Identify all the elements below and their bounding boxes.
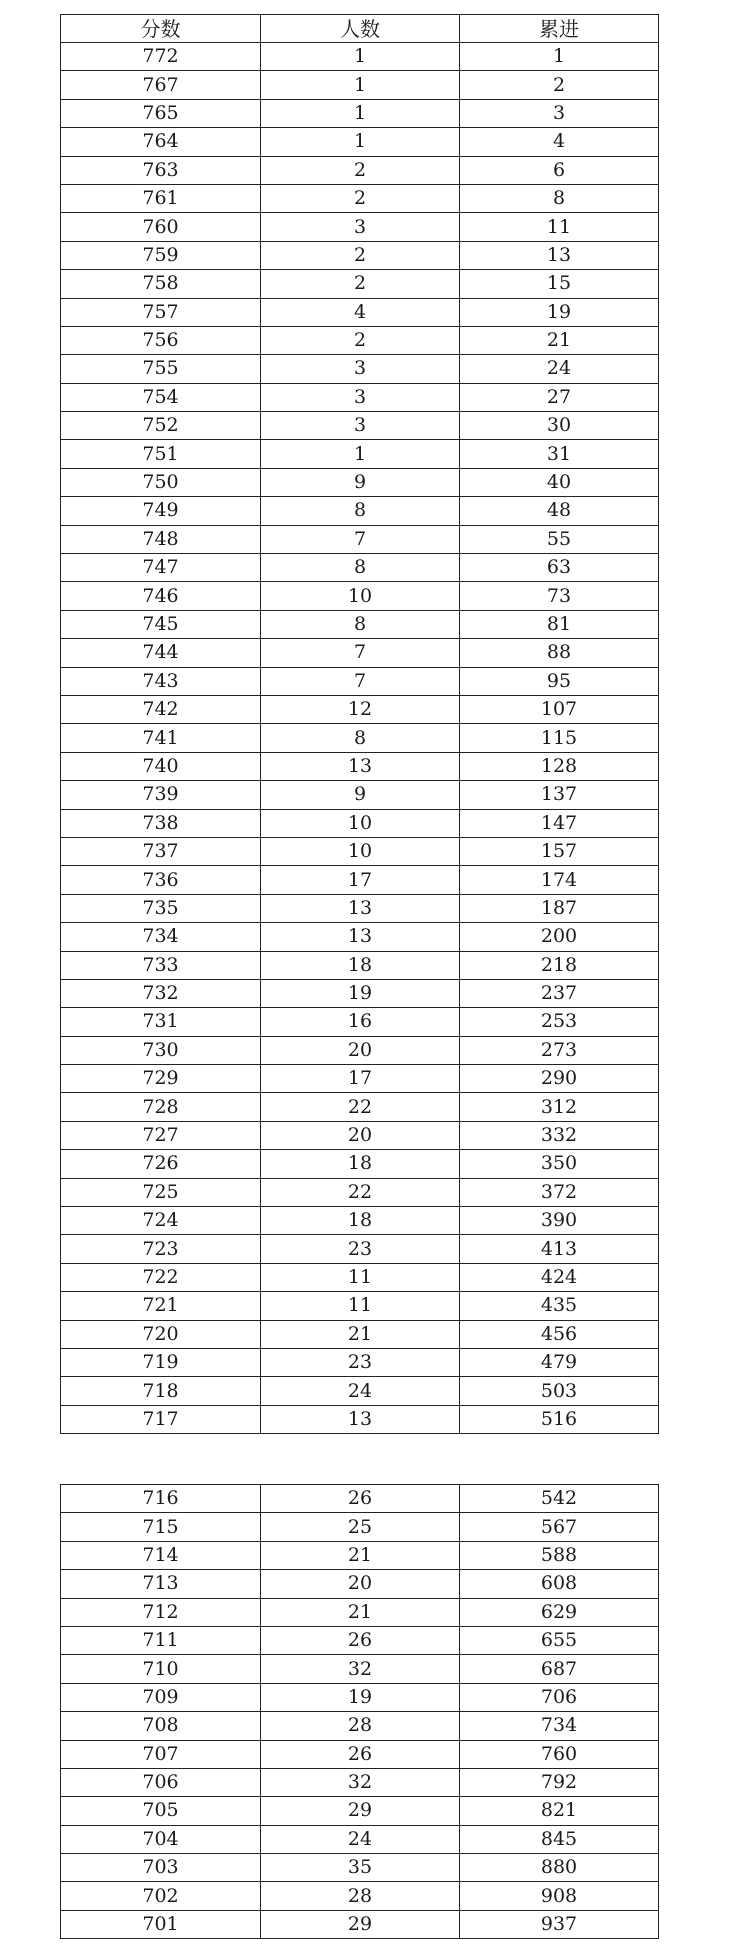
cumulative-cell: 8 xyxy=(460,184,659,212)
count-cell: 2 xyxy=(261,156,460,184)
count-cell: 21 xyxy=(261,1541,460,1569)
table-row xyxy=(61,1178,659,1206)
score-cell: 722 xyxy=(61,1263,261,1291)
cumulative-cell: 147 xyxy=(460,809,659,837)
score-cell: 767 xyxy=(61,71,261,99)
score-cell: 735 xyxy=(61,894,261,922)
table-row xyxy=(61,809,659,837)
cumulative-cell: 157 xyxy=(460,837,659,865)
count-cell: 4 xyxy=(261,298,460,326)
table-row xyxy=(61,1513,659,1541)
cumulative-cell: 73 xyxy=(460,582,659,610)
score-cell: 705 xyxy=(61,1797,261,1825)
count-cell: 22 xyxy=(261,1093,460,1121)
score-cell: 745 xyxy=(61,610,261,638)
count-cell: 29 xyxy=(261,1910,460,1938)
table-row xyxy=(61,866,659,894)
score-cell: 731 xyxy=(61,1008,261,1036)
count-cell: 18 xyxy=(261,1207,460,1235)
cumulative-cell: 27 xyxy=(460,383,659,411)
score-cell: 702 xyxy=(61,1882,261,1910)
table-row xyxy=(61,1093,659,1121)
count-cell: 32 xyxy=(261,1655,460,1683)
cumulative-cell: 55 xyxy=(460,525,659,553)
cumulative-cell: 372 xyxy=(460,1178,659,1206)
table-row xyxy=(61,1712,659,1740)
cumulative-cell: 760 xyxy=(460,1740,659,1768)
cumulative-cell: 1 xyxy=(460,43,659,71)
count-cell: 1 xyxy=(261,99,460,127)
count-cell: 2 xyxy=(261,270,460,298)
table-row xyxy=(61,241,659,269)
count-cell: 8 xyxy=(261,497,460,525)
cumulative-cell: 63 xyxy=(460,554,659,582)
cumulative-cell: 350 xyxy=(460,1150,659,1178)
lower-table-body xyxy=(61,1485,659,1939)
cumulative-cell: 30 xyxy=(460,412,659,440)
table-row xyxy=(61,1825,659,1853)
table-row xyxy=(61,1541,659,1569)
table-row xyxy=(61,298,659,326)
cumulative-cell: 290 xyxy=(460,1065,659,1093)
score-cell: 757 xyxy=(61,298,261,326)
count-cell: 1 xyxy=(261,128,460,156)
count-cell: 16 xyxy=(261,1008,460,1036)
cumulative-cell: 48 xyxy=(460,497,659,525)
table-row xyxy=(61,1405,659,1433)
header-score: 分数 xyxy=(61,15,261,43)
cumulative-cell: 332 xyxy=(460,1121,659,1149)
score-cell: 746 xyxy=(61,582,261,610)
table-row xyxy=(61,1235,659,1263)
count-cell: 8 xyxy=(261,554,460,582)
cumulative-cell: 237 xyxy=(460,979,659,1007)
score-cell: 726 xyxy=(61,1150,261,1178)
count-cell: 2 xyxy=(261,241,460,269)
table-row xyxy=(61,1008,659,1036)
score-table-upper xyxy=(60,14,659,1434)
cumulative-cell: 845 xyxy=(460,1825,659,1853)
cumulative-cell: 13 xyxy=(460,241,659,269)
score-cell: 708 xyxy=(61,1712,261,1740)
score-cell: 730 xyxy=(61,1036,261,1064)
count-cell: 24 xyxy=(261,1377,460,1405)
cumulative-cell: 516 xyxy=(460,1405,659,1433)
cumulative-cell: 424 xyxy=(460,1263,659,1291)
cumulative-cell: 6 xyxy=(460,156,659,184)
score-cell: 719 xyxy=(61,1348,261,1376)
score-cell: 748 xyxy=(61,525,261,553)
count-cell: 32 xyxy=(261,1768,460,1796)
count-cell: 21 xyxy=(261,1320,460,1348)
cumulative-cell: 95 xyxy=(460,667,659,695)
count-cell: 7 xyxy=(261,667,460,695)
count-cell: 28 xyxy=(261,1712,460,1740)
upper-table-body xyxy=(61,43,659,1434)
table-row xyxy=(61,1207,659,1235)
score-cell: 752 xyxy=(61,412,261,440)
score-cell: 739 xyxy=(61,781,261,809)
score-cell: 724 xyxy=(61,1207,261,1235)
score-cell: 704 xyxy=(61,1825,261,1853)
count-cell: 26 xyxy=(261,1626,460,1654)
count-cell: 2 xyxy=(261,184,460,212)
score-cell: 728 xyxy=(61,1093,261,1121)
score-cell: 772 xyxy=(61,43,261,71)
table-row xyxy=(61,1882,659,1910)
table-row xyxy=(61,724,659,752)
count-cell: 9 xyxy=(261,468,460,496)
table-row xyxy=(61,383,659,411)
cumulative-cell: 4 xyxy=(460,128,659,156)
cumulative-cell: 821 xyxy=(460,1797,659,1825)
count-cell: 18 xyxy=(261,951,460,979)
score-cell: 733 xyxy=(61,951,261,979)
score-cell: 754 xyxy=(61,383,261,411)
count-cell: 9 xyxy=(261,781,460,809)
score-cell: 711 xyxy=(61,1626,261,1654)
score-cell: 732 xyxy=(61,979,261,1007)
table-row xyxy=(61,894,659,922)
table-row xyxy=(61,1065,659,1093)
count-cell: 28 xyxy=(261,1882,460,1910)
count-cell: 12 xyxy=(261,695,460,723)
table-row xyxy=(61,326,659,354)
table-row xyxy=(61,156,659,184)
count-cell: 20 xyxy=(261,1121,460,1149)
score-cell: 740 xyxy=(61,752,261,780)
cumulative-cell: 503 xyxy=(460,1377,659,1405)
count-cell: 10 xyxy=(261,809,460,837)
table-row xyxy=(61,213,659,241)
cumulative-cell: 792 xyxy=(460,1768,659,1796)
table-row xyxy=(61,837,659,865)
cumulative-cell: 253 xyxy=(460,1008,659,1036)
count-cell: 1 xyxy=(261,43,460,71)
cumulative-cell: 88 xyxy=(460,639,659,667)
table-row xyxy=(61,554,659,582)
cumulative-cell: 456 xyxy=(460,1320,659,1348)
count-cell: 13 xyxy=(261,1405,460,1433)
count-cell: 1 xyxy=(261,440,460,468)
header-cumulative: 累进 xyxy=(460,15,659,43)
cumulative-cell: 174 xyxy=(460,866,659,894)
count-cell: 10 xyxy=(261,837,460,865)
table-row xyxy=(61,1768,659,1796)
count-cell: 17 xyxy=(261,866,460,894)
table-row xyxy=(61,1598,659,1626)
table-row xyxy=(61,497,659,525)
score-cell: 710 xyxy=(61,1655,261,1683)
table-row xyxy=(61,1683,659,1711)
table-row xyxy=(61,951,659,979)
cumulative-cell: 31 xyxy=(460,440,659,468)
score-cell: 761 xyxy=(61,184,261,212)
count-cell: 19 xyxy=(261,1683,460,1711)
count-cell: 11 xyxy=(261,1263,460,1291)
cumulative-cell: 390 xyxy=(460,1207,659,1235)
cumulative-cell: 655 xyxy=(460,1626,659,1654)
count-cell: 3 xyxy=(261,213,460,241)
score-cell: 759 xyxy=(61,241,261,269)
score-cell: 743 xyxy=(61,667,261,695)
count-cell: 7 xyxy=(261,639,460,667)
score-cell: 725 xyxy=(61,1178,261,1206)
table-row xyxy=(61,525,659,553)
count-cell: 10 xyxy=(261,582,460,610)
count-cell: 23 xyxy=(261,1235,460,1263)
table-row xyxy=(61,1626,659,1654)
score-cell: 764 xyxy=(61,128,261,156)
table-row xyxy=(61,1377,659,1405)
cumulative-cell: 128 xyxy=(460,752,659,780)
count-cell: 21 xyxy=(261,1598,460,1626)
table-row xyxy=(61,781,659,809)
score-cell: 712 xyxy=(61,1598,261,1626)
table-row xyxy=(61,1320,659,1348)
table-row xyxy=(61,695,659,723)
cumulative-cell: 687 xyxy=(460,1655,659,1683)
table-row xyxy=(61,1348,659,1376)
cumulative-cell: 81 xyxy=(460,610,659,638)
cumulative-cell: 115 xyxy=(460,724,659,752)
cumulative-cell: 273 xyxy=(460,1036,659,1064)
table-row xyxy=(61,184,659,212)
score-cell: 742 xyxy=(61,695,261,723)
score-cell: 758 xyxy=(61,270,261,298)
score-cell: 755 xyxy=(61,355,261,383)
count-cell: 24 xyxy=(261,1825,460,1853)
table-row xyxy=(61,752,659,780)
table-row xyxy=(61,468,659,496)
score-cell: 717 xyxy=(61,1405,261,1433)
table-row xyxy=(61,582,659,610)
table-row xyxy=(61,1121,659,1149)
score-cell: 765 xyxy=(61,99,261,127)
cumulative-cell: 40 xyxy=(460,468,659,496)
table-row xyxy=(61,1263,659,1291)
score-cell: 734 xyxy=(61,923,261,951)
score-cell: 718 xyxy=(61,1377,261,1405)
count-cell: 25 xyxy=(261,1513,460,1541)
table-row xyxy=(61,667,659,695)
score-cell: 763 xyxy=(61,156,261,184)
score-cell: 709 xyxy=(61,1683,261,1711)
score-cell: 737 xyxy=(61,837,261,865)
table-row xyxy=(61,610,659,638)
table-row xyxy=(61,128,659,156)
cumulative-cell: 588 xyxy=(460,1541,659,1569)
table-row xyxy=(61,440,659,468)
score-cell: 736 xyxy=(61,866,261,894)
table-row xyxy=(61,1797,659,1825)
table-row xyxy=(61,923,659,951)
score-cell: 760 xyxy=(61,213,261,241)
count-cell: 3 xyxy=(261,383,460,411)
cumulative-cell: 608 xyxy=(460,1570,659,1598)
score-cell: 716 xyxy=(61,1485,261,1513)
score-cell: 723 xyxy=(61,1235,261,1263)
count-cell: 22 xyxy=(261,1178,460,1206)
score-cell: 741 xyxy=(61,724,261,752)
cumulative-cell: 629 xyxy=(460,1598,659,1626)
cumulative-cell: 218 xyxy=(460,951,659,979)
table-row xyxy=(61,1150,659,1178)
count-cell: 13 xyxy=(261,894,460,922)
table-row xyxy=(61,1854,659,1882)
table-row xyxy=(61,1292,659,1320)
score-cell: 729 xyxy=(61,1065,261,1093)
cumulative-cell: 734 xyxy=(460,1712,659,1740)
header-count: 人数 xyxy=(261,15,460,43)
score-cell: 756 xyxy=(61,326,261,354)
cumulative-cell: 880 xyxy=(460,1854,659,1882)
table-row xyxy=(61,43,659,71)
count-cell: 19 xyxy=(261,979,460,1007)
score-cell: 713 xyxy=(61,1570,261,1598)
cumulative-cell: 479 xyxy=(460,1348,659,1376)
cumulative-cell: 567 xyxy=(460,1513,659,1541)
count-cell: 26 xyxy=(261,1485,460,1513)
cumulative-cell: 706 xyxy=(460,1683,659,1711)
table-row xyxy=(61,639,659,667)
table-row xyxy=(61,99,659,127)
score-cell: 701 xyxy=(61,1910,261,1938)
count-cell: 8 xyxy=(261,724,460,752)
score-cell: 738 xyxy=(61,809,261,837)
count-cell: 8 xyxy=(261,610,460,638)
count-cell: 11 xyxy=(261,1292,460,1320)
score-cell: 715 xyxy=(61,1513,261,1541)
count-cell: 3 xyxy=(261,412,460,440)
cumulative-cell: 137 xyxy=(460,781,659,809)
count-cell: 1 xyxy=(261,71,460,99)
table-row xyxy=(61,1740,659,1768)
score-cell: 744 xyxy=(61,639,261,667)
score-table-lower xyxy=(60,1484,659,1939)
count-cell: 26 xyxy=(261,1740,460,1768)
count-cell: 35 xyxy=(261,1854,460,1882)
table-row xyxy=(61,270,659,298)
table-row xyxy=(61,1655,659,1683)
score-cell: 727 xyxy=(61,1121,261,1149)
cumulative-cell: 435 xyxy=(460,1292,659,1320)
count-cell: 18 xyxy=(261,1150,460,1178)
score-cell: 714 xyxy=(61,1541,261,1569)
table-row xyxy=(61,412,659,440)
score-cell: 750 xyxy=(61,468,261,496)
cumulative-cell: 11 xyxy=(460,213,659,241)
cumulative-cell: 312 xyxy=(460,1093,659,1121)
cumulative-cell: 413 xyxy=(460,1235,659,1263)
score-cell: 720 xyxy=(61,1320,261,1348)
cumulative-cell: 107 xyxy=(460,695,659,723)
cumulative-cell: 24 xyxy=(460,355,659,383)
header-row xyxy=(61,15,659,43)
score-cell: 707 xyxy=(61,1740,261,1768)
table-row xyxy=(61,1485,659,1513)
count-cell: 3 xyxy=(261,355,460,383)
cumulative-cell: 542 xyxy=(460,1485,659,1513)
cumulative-cell: 937 xyxy=(460,1910,659,1938)
cumulative-cell: 3 xyxy=(460,99,659,127)
cumulative-cell: 21 xyxy=(460,326,659,354)
table-row xyxy=(61,1036,659,1064)
table-row xyxy=(61,355,659,383)
count-cell: 23 xyxy=(261,1348,460,1376)
count-cell: 7 xyxy=(261,525,460,553)
score-cell: 703 xyxy=(61,1854,261,1882)
score-cell: 751 xyxy=(61,440,261,468)
score-cell: 747 xyxy=(61,554,261,582)
table-row xyxy=(61,979,659,1007)
cumulative-cell: 908 xyxy=(460,1882,659,1910)
cumulative-cell: 200 xyxy=(460,923,659,951)
count-cell: 13 xyxy=(261,752,460,780)
count-cell: 13 xyxy=(261,923,460,951)
score-cell: 721 xyxy=(61,1292,261,1320)
count-cell: 17 xyxy=(261,1065,460,1093)
score-cell: 706 xyxy=(61,1768,261,1796)
count-cell: 20 xyxy=(261,1570,460,1598)
table-row xyxy=(61,1570,659,1598)
table-row xyxy=(61,1910,659,1938)
score-cell: 749 xyxy=(61,497,261,525)
count-cell: 20 xyxy=(261,1036,460,1064)
count-cell: 2 xyxy=(261,326,460,354)
cumulative-cell: 15 xyxy=(460,270,659,298)
cumulative-cell: 2 xyxy=(460,71,659,99)
table-row xyxy=(61,71,659,99)
cumulative-cell: 19 xyxy=(460,298,659,326)
count-cell: 29 xyxy=(261,1797,460,1825)
cumulative-cell: 187 xyxy=(460,894,659,922)
